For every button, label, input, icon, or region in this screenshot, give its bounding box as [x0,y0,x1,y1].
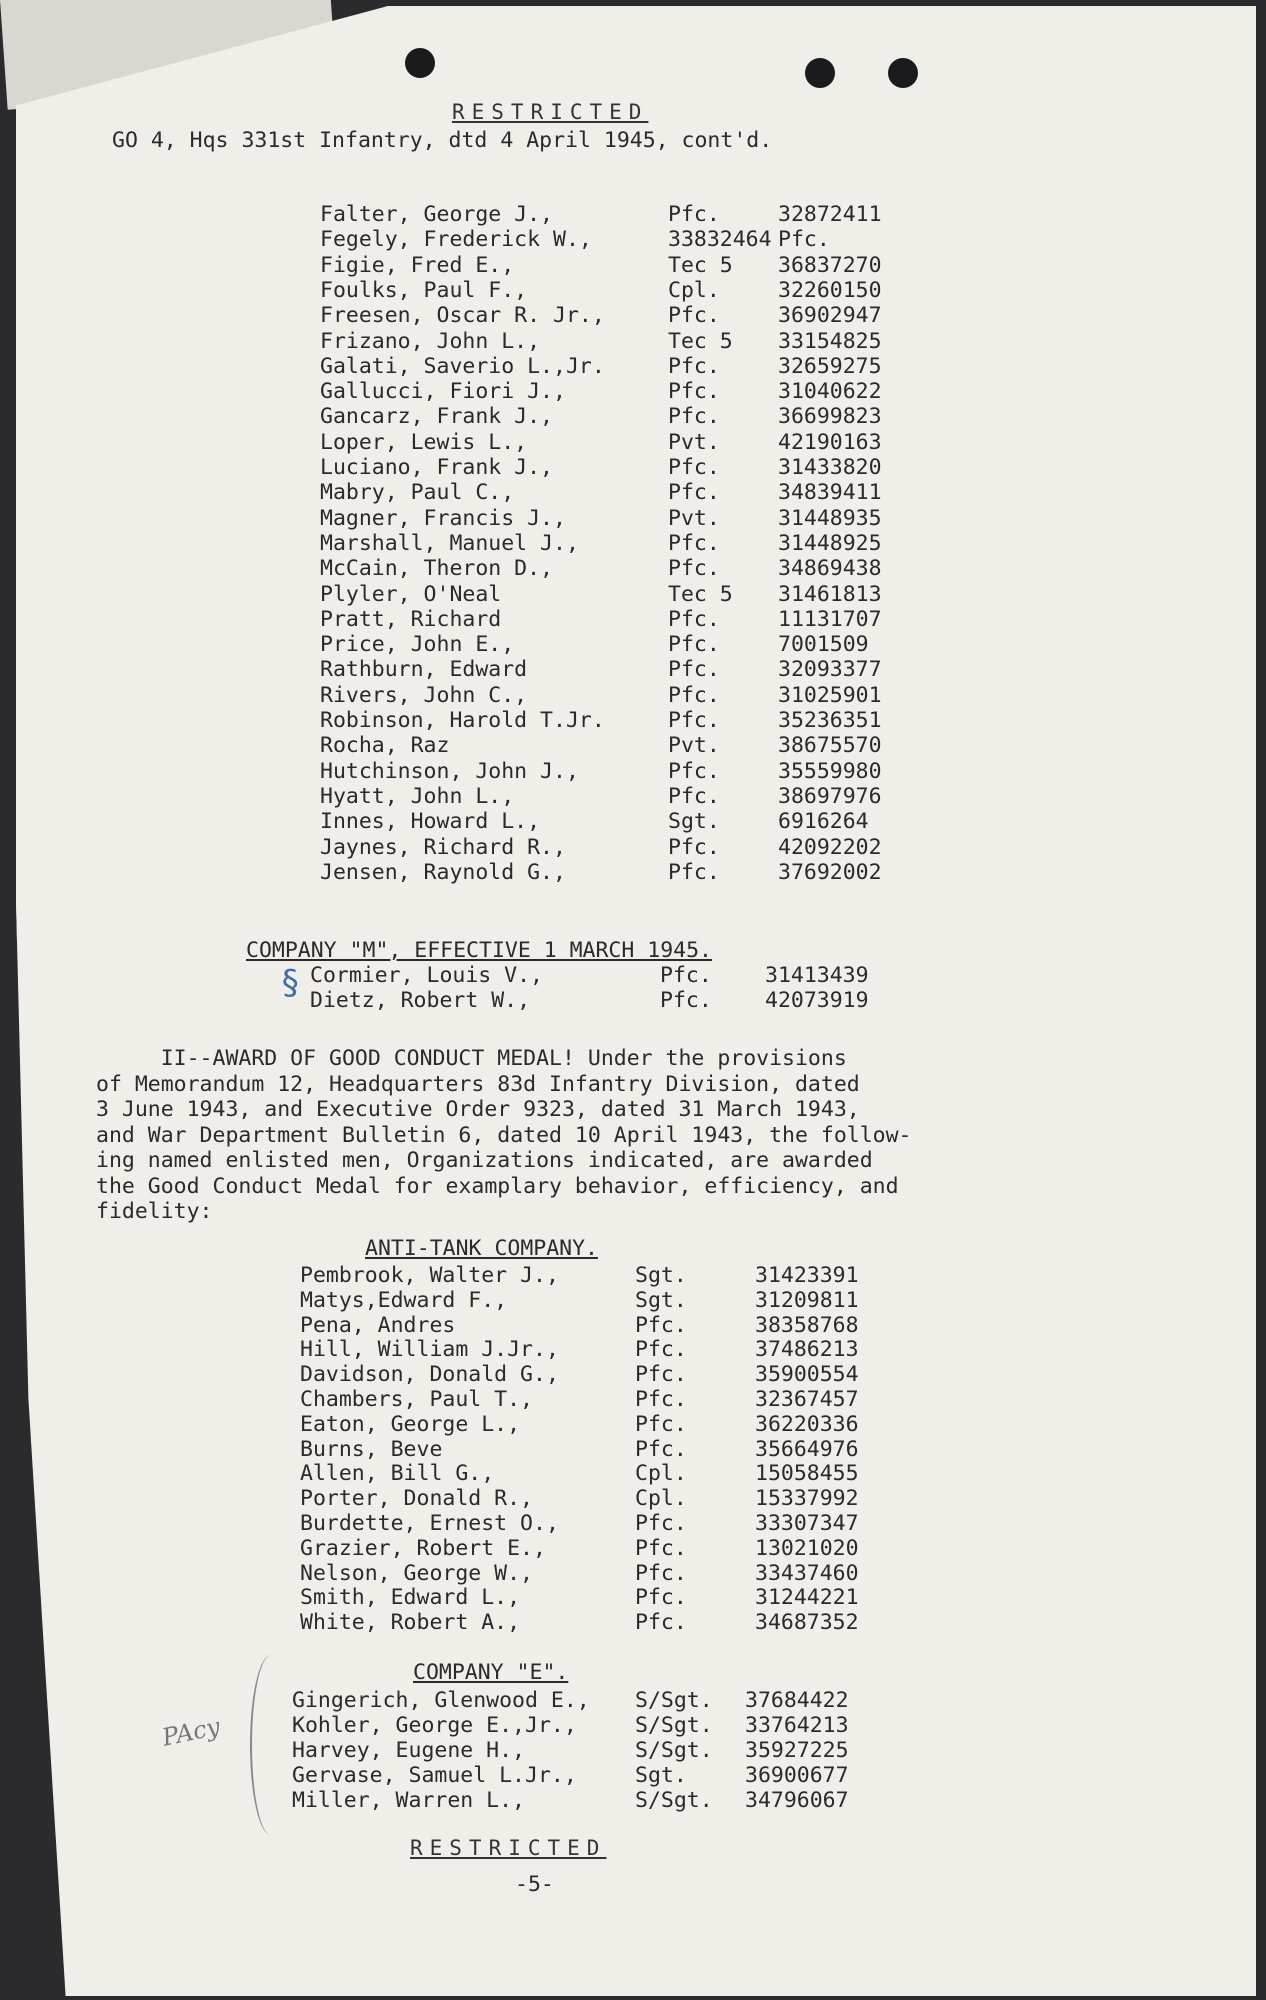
soldier-rank: Pfc. [635,1337,687,1363]
soldier-name: Fegely, Frederick W., [320,227,592,253]
soldier-rank: Cpl. [635,1461,687,1487]
soldier-rank: S/Sgt. [635,1688,713,1713]
pencil-bracket [250,1655,292,1835]
soldier-name: Burns, Beve [300,1436,443,1462]
soldier-serial: 32659275 [778,353,882,379]
soldier-name: Burdette, Ernest O., [300,1511,559,1536]
company-e-heading: COMPANY "E". [413,1660,569,1685]
soldier-rank: Cpl. [668,277,720,303]
soldier-name: Price, John E., [320,632,515,658]
soldier-name: Gallucci, Fiori J., [320,379,566,405]
soldier-name: Pratt, Richard [320,606,502,632]
soldier-name: Innes, Howard L., [320,809,541,835]
soldier-serial: 38675570 [778,733,882,759]
soldier-rank: Pfc. [668,530,720,556]
soldier-name: Foulks, Paul F., [320,277,528,303]
soldier-rank: Pvt. [668,429,720,455]
soldier-rank: Sgt. [635,1287,687,1313]
soldier-serial: 15337992 [755,1486,859,1512]
restricted-header: RESTRICTED [452,100,649,124]
soldier-serial: 31209811 [755,1287,859,1313]
soldier-name: Allen, Bill G., [300,1461,495,1487]
soldier-name: Plyler, O'Neal [320,581,502,607]
soldier-name: Figie, Fred E., [320,252,515,278]
paragraph-line: 3 June 1943, and Executive Order 9323, dated 31 March 1943, [96,1097,860,1122]
soldier-rank: Pfc. [668,455,720,480]
soldier-name: Harvey, Eugene H., [292,1738,525,1763]
soldier-serial: 34687352 [755,1610,859,1636]
soldier-name: Porter, Donald R., [300,1486,533,1512]
paragraph-line: fidelity: [96,1199,213,1224]
soldier-serial: 11131707 [778,606,882,632]
page-number: -5- [515,1872,554,1897]
soldier-rank: Pfc. [635,1610,687,1636]
soldier-name: Grazier, Robert E., [300,1535,546,1561]
soldier-rank: Pfc. [668,303,720,329]
soldier-name: Davidson, Donald G., [300,1362,559,1388]
soldier-name: Galati, Saverio L.,Jr. [320,353,605,379]
soldier-serial: Pfc. [778,227,830,253]
soldier-rank: Pfc. [635,1585,687,1611]
soldier-name: Kohler, George E.,Jr., [292,1713,577,1738]
soldier-rank: Pfc. [668,834,720,860]
soldier-serial: 31461813 [778,581,882,607]
soldier-name: Hill, William J.Jr., [300,1337,559,1363]
soldier-name: McCain, Theron D., [320,556,553,582]
soldier-rank: Tec 5 [668,581,733,607]
soldier-serial: 31433820 [778,455,882,480]
soldier-serial: 36837270 [778,252,882,278]
soldier-name: Jensen, Raynold G., [320,859,566,885]
soldier-serial: 33307347 [755,1511,859,1536]
paragraph-line: and War Department Bulletin 6, dated 10 April 1943, the follow- [96,1122,912,1148]
soldier-serial: 31040622 [778,379,882,405]
soldier-serial: 32260150 [778,277,882,303]
soldier-rank: Pfc. [635,1362,687,1388]
soldier-serial: 31448925 [778,530,882,556]
soldier-serial: 37692002 [778,859,882,885]
soldier-rank: Pfc. [668,758,720,784]
soldier-rank: S/Sgt. [635,1738,713,1763]
soldier-rank: Pfc. [635,1535,687,1561]
soldier-serial: 36699823 [778,404,882,430]
soldier-name: Gingerich, Glenwood E., [292,1688,590,1713]
soldier-rank: 33832464 [668,227,772,253]
soldier-name: Chambers, Paul T., [300,1387,533,1412]
paragraph-line: II--AWARD OF GOOD CONDUCT MEDAL! Under the provisions [96,1046,847,1071]
soldier-rank: Pfc. [668,202,720,227]
soldier-rank: Pfc. [635,1511,687,1536]
soldier-rank: Pfc. [668,480,720,506]
soldier-serial: 31025901 [778,682,882,708]
soldier-rank: Sgt. [635,1763,687,1788]
soldier-name: Jaynes, Richard R., [320,834,566,860]
soldier-rank: Pfc. [635,1312,687,1338]
soldier-name: Rocha, Raz [320,733,450,759]
soldier-name: Freesen, Oscar R. Jr., [320,303,605,329]
soldier-name: Miller, Warren L., [292,1788,525,1813]
soldier-serial: 31244221 [755,1585,859,1611]
soldier-rank: Pfc. [668,556,720,582]
soldier-rank: Pfc. [668,783,720,809]
soldier-rank: Pfc. [635,1387,687,1412]
paragraph-line: the Good Conduct Medal for examplary behavior, efficiency, and [96,1173,899,1199]
general-order-line: GO 4, Hqs 331st Infantry, dtd 4 April 1945, cont'd. [112,128,773,153]
soldier-serial: 33764213 [745,1713,849,1738]
soldier-rank: Sgt. [668,809,720,835]
soldier-serial: 42190163 [778,429,882,455]
soldier-name: Pembrook, Walter J., [300,1263,559,1288]
soldier-rank: Pfc. [668,657,720,683]
soldier-name: Marshall, Manuel J., [320,530,579,556]
soldier-name: Hyatt, John L., [320,783,515,809]
soldier-serial: 33437460 [755,1560,859,1586]
soldier-name: Pena, Andres [300,1312,456,1338]
soldier-serial: 37684422 [745,1688,849,1713]
soldier-serial: 31448935 [778,505,882,531]
soldier-rank: Pfc. [668,632,720,658]
soldier-rank: Pfc. [668,708,720,733]
restricted-footer: RESTRICTED [410,1836,607,1860]
soldier-rank: Cpl. [635,1486,687,1512]
soldier-rank: Pvt. [668,733,720,759]
soldier-serial: 38358768 [755,1312,859,1338]
soldier-rank: Pfc. [668,353,720,379]
company-m-heading: COMPANY "M", EFFECTIVE 1 MARCH 1945. [246,938,712,963]
soldier-name: Eaton, George L., [300,1411,521,1437]
soldier-serial: 34796067 [745,1788,849,1813]
soldier-rank: Pvt. [668,505,720,531]
soldier-rank: Pfc. [660,963,712,988]
soldier-name: Nelson, George W., [300,1560,533,1586]
soldier-rank: Pfc. [668,379,720,405]
soldier-serial: 36900677 [745,1763,849,1788]
soldier-name: Loper, Lewis L., [320,429,528,455]
soldier-name: Rathburn, Edward [320,657,528,683]
soldier-serial: 31423391 [755,1263,859,1288]
soldier-serial: 35236351 [778,708,882,733]
soldier-name: Smith, Edward L., [300,1585,521,1611]
soldier-serial: 38697976 [778,783,882,809]
soldier-rank: S/Sgt. [635,1713,713,1738]
soldier-name: Magner, Francis J., [320,505,566,531]
soldier-serial: 34839411 [778,480,882,506]
soldier-rank: S/Sgt. [635,1788,713,1813]
pencil-annotation: PAcy [159,1712,223,1752]
soldier-name: Luciano, Frank J., [320,455,553,480]
soldier-rank: Pfc. [668,404,720,430]
soldier-serial: 32367457 [755,1387,859,1412]
soldier-name: Falter, George J., [320,202,553,227]
soldier-serial: 35664976 [755,1436,859,1462]
soldier-name: Matys,Edward F., [300,1287,508,1313]
soldier-name: Robinson, Harold T.Jr. [320,708,605,733]
soldier-serial: 35927225 [745,1738,849,1763]
soldier-rank: Pfc. [635,1411,687,1437]
soldier-name: Frizano, John L., [320,328,541,354]
soldier-serial: 42092202 [778,834,882,860]
soldier-serial: 32093377 [778,657,882,683]
soldier-serial: 7001509 [778,632,869,658]
soldier-name: Hutchinson, John J., [320,758,579,784]
soldier-name: White, Robert A., [300,1610,521,1636]
soldier-name: Gervase, Samuel L.Jr., [292,1763,577,1788]
soldier-name: Cormier, Louis V., [310,963,543,988]
soldier-rank: Pfc. [660,988,712,1013]
soldier-name: Dietz, Robert W., [310,988,531,1013]
soldier-rank: Pfc. [668,859,720,885]
soldier-name: Rivers, John C., [320,682,528,708]
soldier-rank: Pfc. [635,1560,687,1586]
soldier-serial: 13021020 [755,1535,859,1561]
soldier-serial: 15058455 [755,1461,859,1487]
soldier-serial: 6916264 [778,809,869,835]
soldier-rank: Pfc. [635,1436,687,1462]
soldier-rank: Tec 5 [668,328,733,354]
soldier-serial: 35900554 [755,1362,859,1388]
soldier-rank: Sgt. [635,1263,687,1288]
soldier-serial: 35559980 [778,758,882,784]
soldier-rank: Pfc. [668,682,720,708]
soldier-serial: 32872411 [778,202,882,227]
soldier-serial: 36902947 [778,303,882,329]
soldier-serial: 42073919 [765,988,869,1013]
soldier-serial: 37486213 [755,1337,859,1363]
soldier-rank: Pfc. [668,606,720,632]
soldier-serial: 33154825 [778,328,882,354]
anti-tank-heading: ANTI-TANK COMPANY. [365,1236,598,1261]
award-paragraph [96,1046,1096,1225]
paragraph-line: of Memorandum 12, Headquarters 83d Infantry Division, dated [96,1071,860,1097]
soldier-serial: 34869438 [778,556,882,582]
soldier-serial: 36220336 [755,1411,859,1437]
soldier-serial: 31413439 [765,963,869,988]
soldier-rank: Tec 5 [668,252,733,278]
paragraph-line: ing named enlisted men, Organizations indicated, are awarded [96,1148,873,1173]
soldier-name: Mabry, Paul C., [320,480,515,506]
blue-ink-mark: § [280,963,301,1003]
soldier-name: Gancarz, Frank J., [320,404,553,430]
